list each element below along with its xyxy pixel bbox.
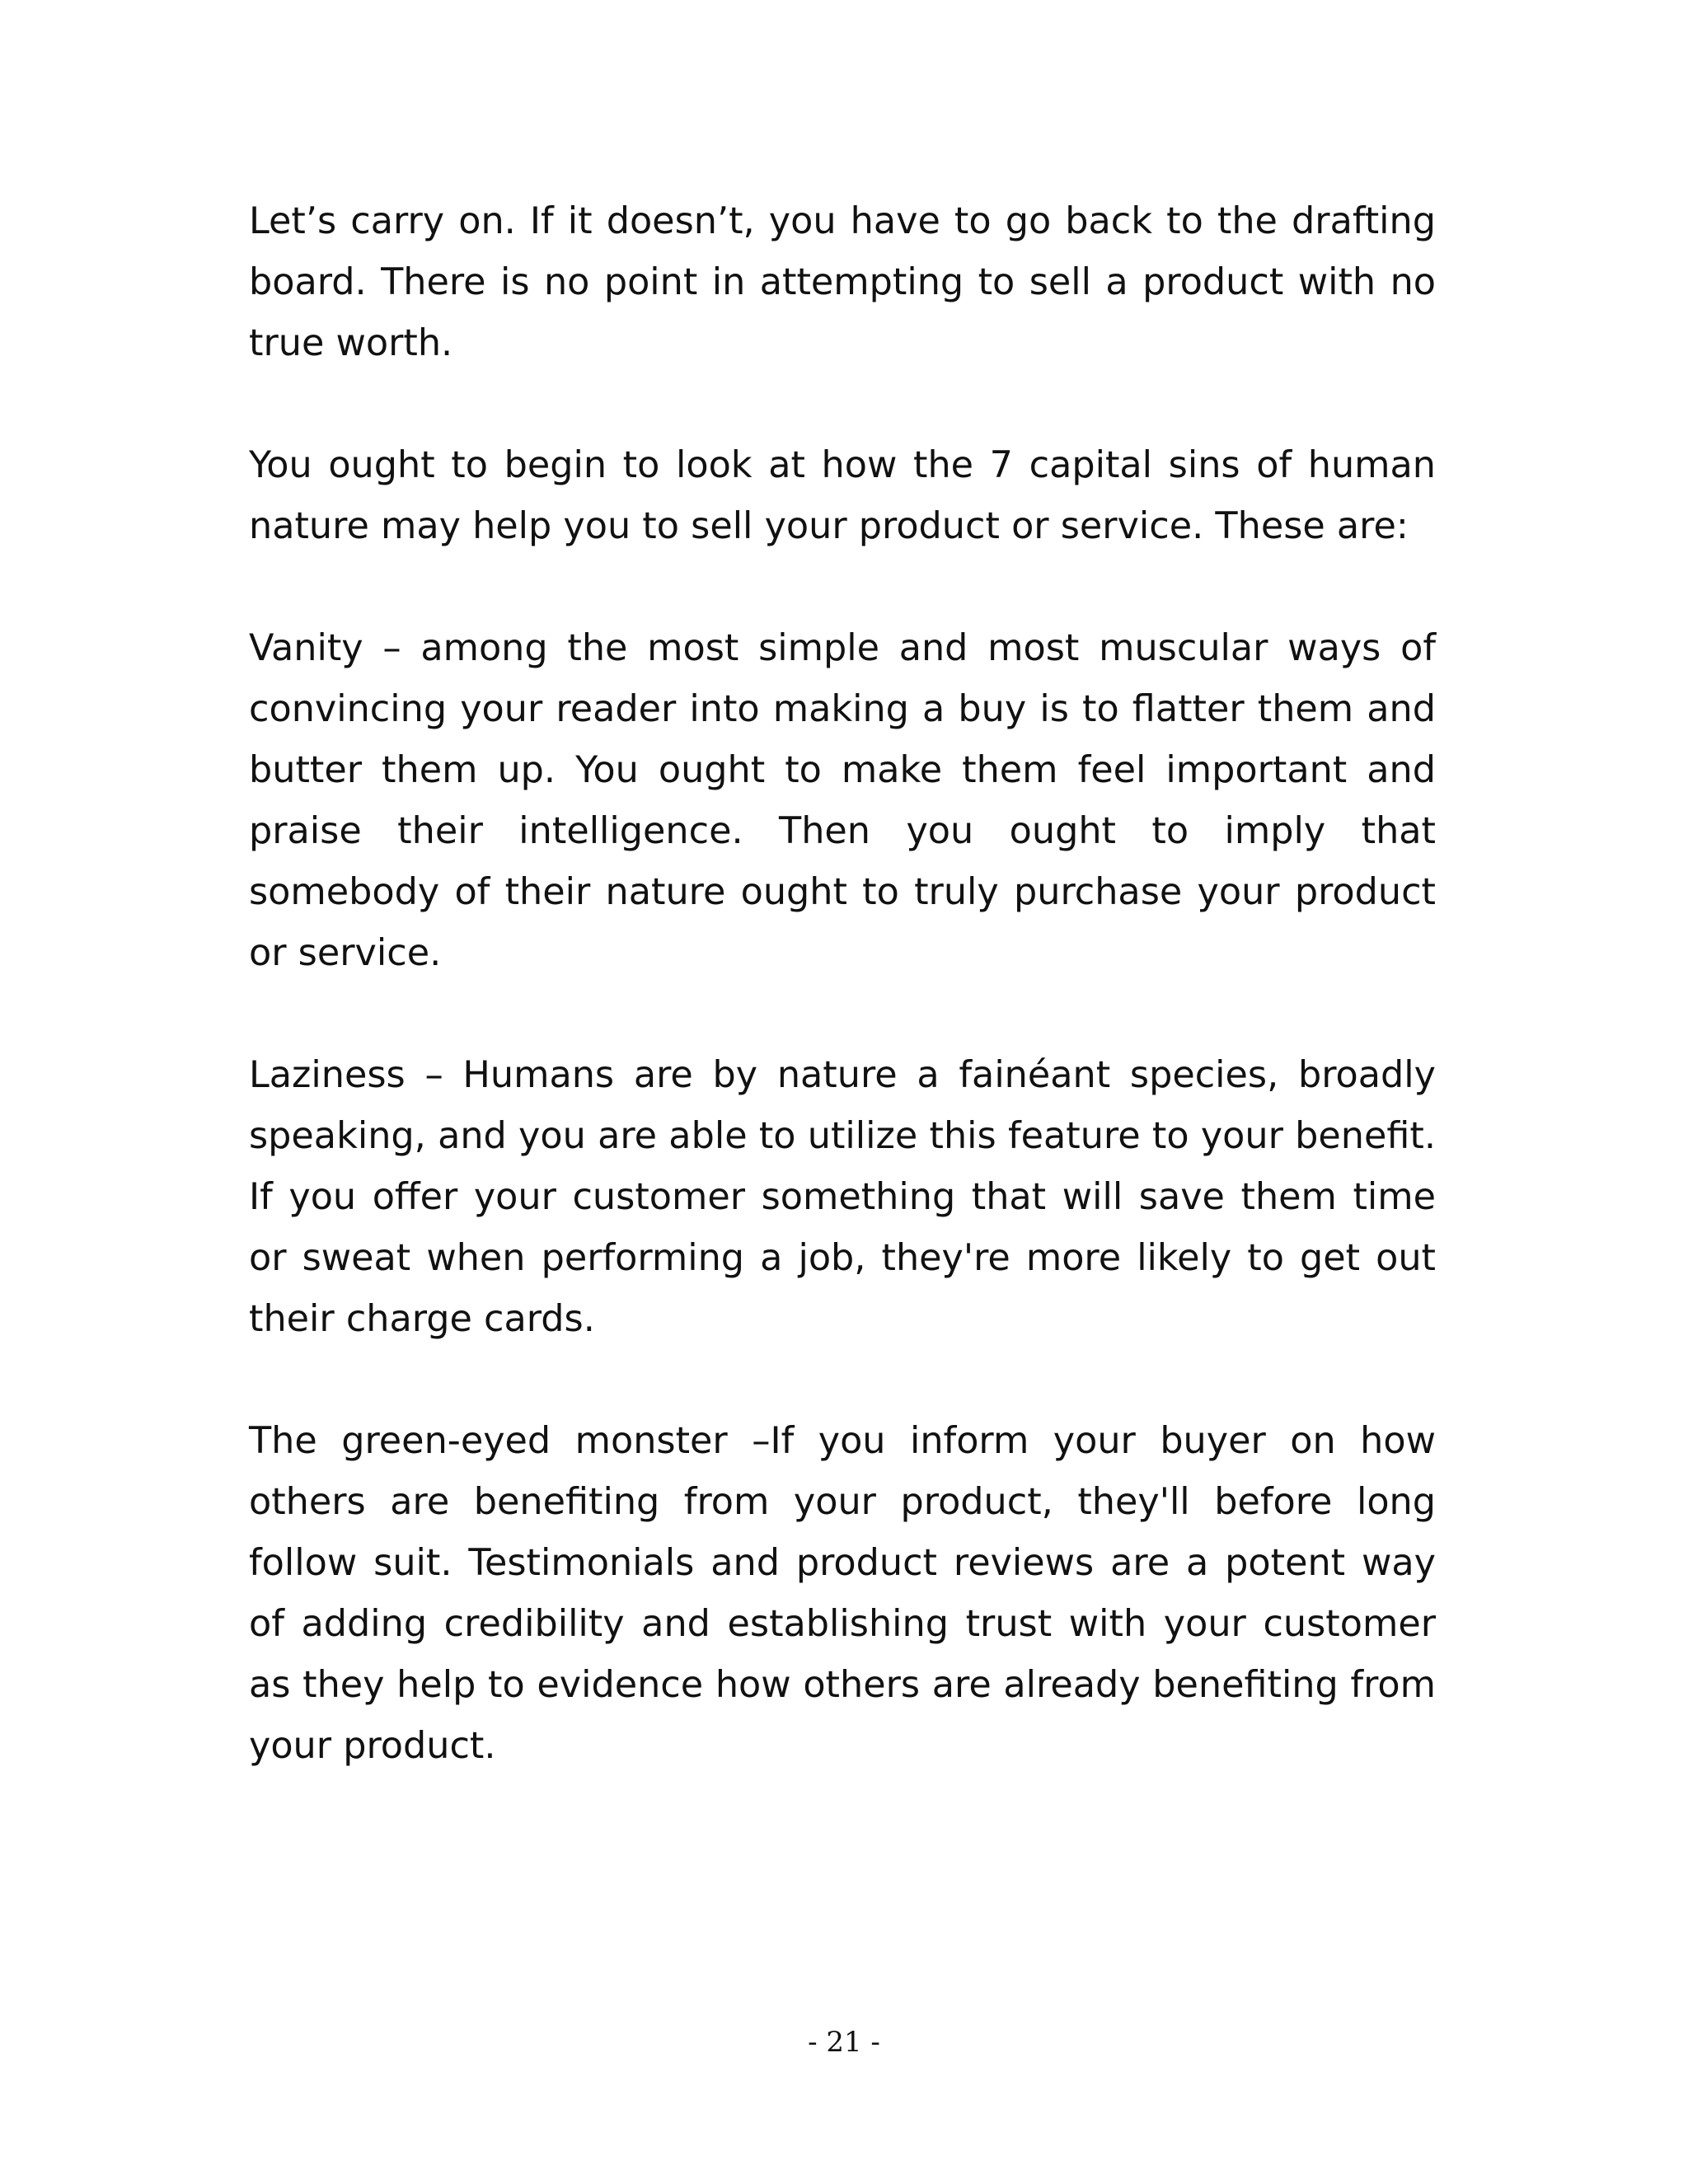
paragraph-laziness: Laziness – Humans are by nature a fainéant species, broadly speaking, and you are able to utilize this feature to your benefit. If you offer your customer something that will save them time or sweat when performing a job, they're more likely to get out their charge cards. — [249, 1054, 1436, 1340]
paragraph-vanity: Vanity – among the most simple and most muscular ways of convincing your reader into making a buy is to flatter them and butter them up. You ought to make them feel important and praise their intelligence. Then you ought to imply that somebody of their nature ought to truly purchase your product or service. — [249, 627, 1436, 974]
body-text — [249, 191, 1436, 1838]
paragraph-capital-sins: You ought to begin to look at how the 7 capital sins of human nature may help you to sell your product or service. These are: — [249, 444, 1436, 547]
paragraph-intro: Let’s carry on. If it doesn’t, you have to go back to the drafting board. There is no point in attempting to sell a product with no true worth. — [249, 200, 1436, 364]
paragraph-green-eyed-monster: The green-eyed monster –If you inform your buyer on how others are benefiting from your product, they'll before long follow suit. Testimonials and product reviews are a potent way of adding credibility and establishing trust with your customer as they help to evidence how others are already benefiting from your product. — [249, 1420, 1436, 1767]
page-number: - 21 - — [808, 2026, 880, 2059]
